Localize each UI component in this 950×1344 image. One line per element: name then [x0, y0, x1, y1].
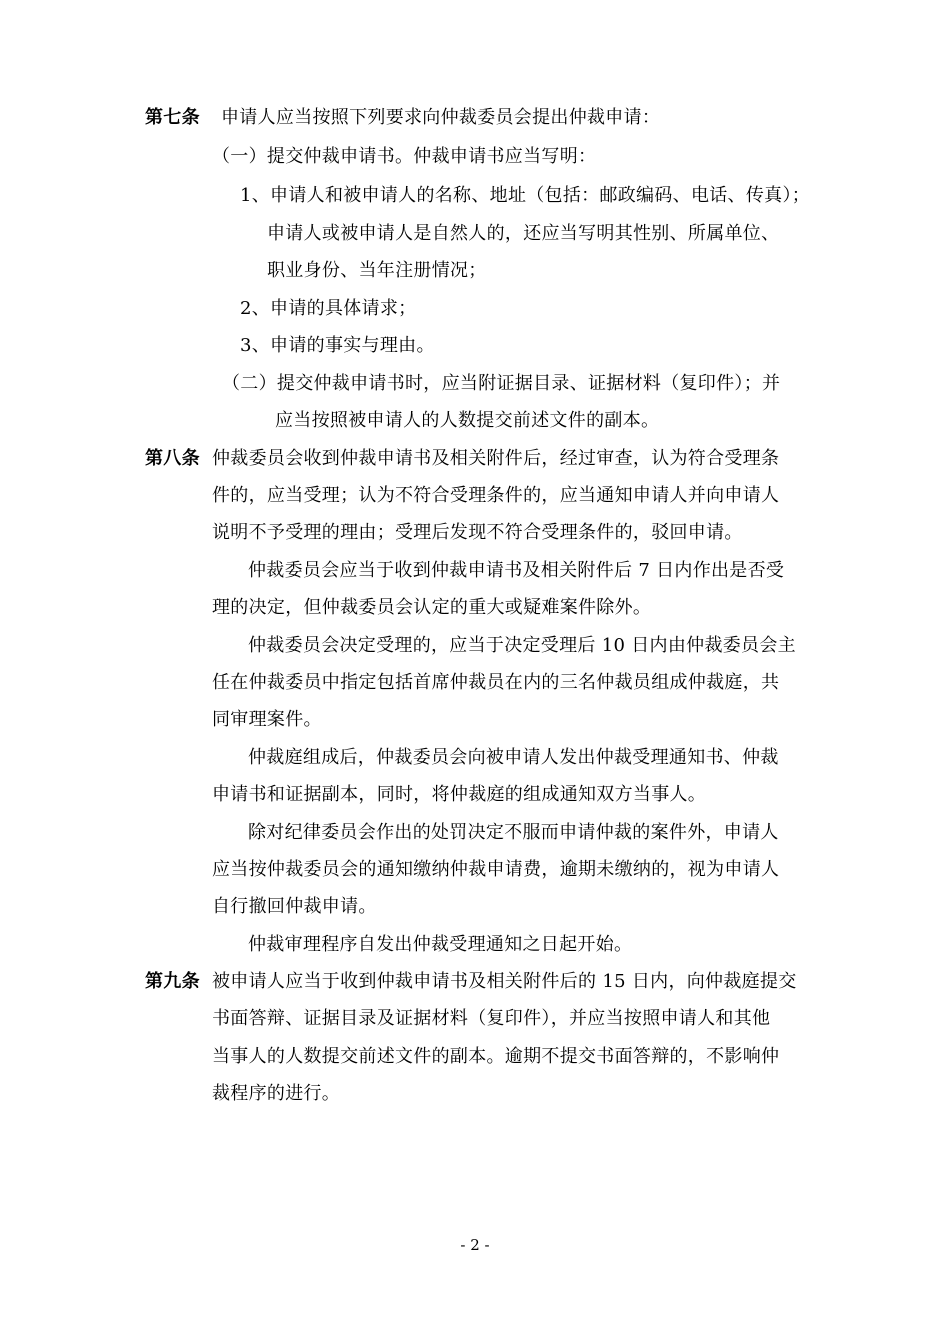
article-8-p4-line-2: 申请书和证据副本，同时，将仲裁庭的组成通知双方当事人。 — [212, 784, 707, 805]
article-8-p3-line-2: 任在仲裁委员中指定包括首席仲裁员在内的三名仲裁员组成仲裁庭，共 — [212, 672, 780, 693]
article-8-p5-line-1: 除对纪律委员会作出的处罚决定不服而申请仲裁的案件外，申请人 — [248, 822, 779, 843]
article-8-p1-line-1: 仲裁委员会收到仲裁申请书及相关附件后，经过审查，认为符合受理条 — [212, 448, 780, 469]
article-9-line-2: 书面答辩、证据目录及证据材料（复印件），并应当按照申请人和其他 — [212, 1008, 771, 1029]
article-8-p2-line-1: 仲裁委员会应当于收到仲裁申请书及相关附件后 7 日内作出是否受 — [248, 560, 785, 581]
article-8-label: 第八条 — [145, 448, 200, 469]
article-7-item-2-line-1: （二）提交仲裁申请书时，应当附证据目录、证据材料（复印件）；并 — [222, 373, 781, 394]
article-8-p4-line-1: 仲裁庭组成后，仲裁委员会向被申请人发出仲裁受理通知书、仲裁 — [248, 747, 779, 768]
page-number: - 2 - — [460, 1236, 490, 1254]
article-7-intro: 申请人应当按照下列要求向仲裁委员会提出仲裁申请： — [221, 107, 661, 128]
article-7-item-1-title: （一）提交仲裁申请书。仲裁申请书应当写明： — [212, 146, 597, 167]
article-7-label: 第七条 — [145, 107, 200, 128]
article-7-sub-3: 3、申请的事实与理由。 — [240, 335, 435, 356]
article-9-line-4: 裁程序的进行。 — [212, 1083, 341, 1104]
article-8-p2-line-2: 理的决定，但仲裁委员会认定的重大或疑难案件除外。 — [212, 597, 652, 618]
article-8-p5-line-3: 自行撤回仲裁申请。 — [212, 896, 377, 917]
article-8-p6-line-1: 仲裁审理程序自发出仲裁受理通知之日起开始。 — [248, 934, 633, 955]
article-7-sub-1-line-1: 1、申请人和被申请人的名称、地址（包括：邮政编码、电话、传真）； — [240, 185, 811, 206]
article-8-p5-line-2: 应当按仲裁委员会的通知缴纳仲裁申请费，逾期未缴纳的，视为申请人 — [212, 859, 780, 880]
article-9-label: 第九条 — [145, 971, 200, 992]
article-8-p1-line-3: 说明不予受理的理由；受理后发现不符合受理条件的，驳回申请。 — [212, 522, 743, 543]
article-7-sub-1-line-2: 申请人或被申请人是自然人的，还应当写明其性别、所属单位、 — [267, 223, 780, 244]
article-8-p3-line-1: 仲裁委员会决定受理的，应当于决定受理后 10 日内由仲裁委员会主 — [248, 635, 796, 656]
article-8-p1-line-2: 件的，应当受理；认为不符合受理条件的，应当通知申请人并向申请人 — [212, 485, 780, 506]
article-9-line-1: 被申请人应当于收到仲裁申请书及相关附件后的 15 日内，向仲裁庭提交 — [212, 971, 797, 992]
article-9-line-3: 当事人的人数提交前述文件的副本。逾期不提交书面答辩的，不影响仲 — [212, 1046, 780, 1067]
article-7-sub-2: 2、申请的具体请求； — [240, 298, 417, 319]
article-7-sub-1-line-3: 职业身份、当年注册情况； — [267, 260, 487, 281]
article-7-item-2-line-2: 应当按照被申请人的人数提交前述文件的副本。 — [275, 410, 660, 431]
article-8-p3-line-3: 同审理案件。 — [212, 709, 322, 730]
